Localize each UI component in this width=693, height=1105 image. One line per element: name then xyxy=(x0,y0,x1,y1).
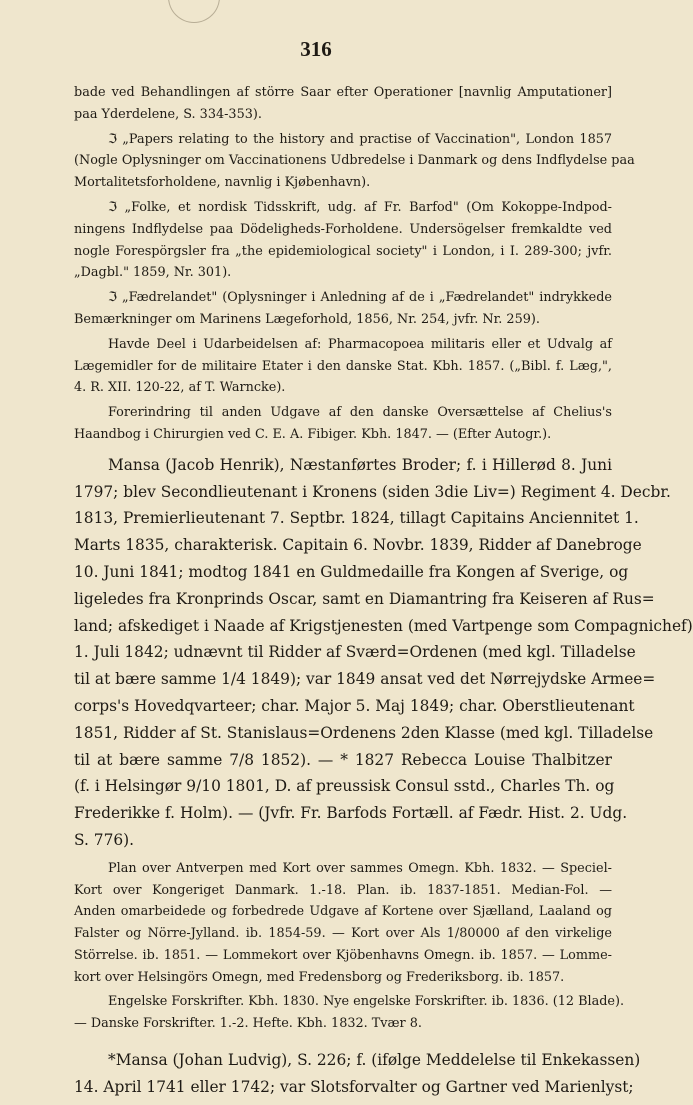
text-line: S. 776). xyxy=(74,830,135,849)
binding-mark xyxy=(168,0,220,23)
text-line: nogle Forespörgsler fra „the epidemiological society" i London, i I. 289-300; jvfr. xyxy=(74,243,612,259)
text-line: Lægemidler for de militaire Etater i den danske Stat. Kbh. 1857. („Bibl. f. Læg,", xyxy=(74,358,612,374)
text-line: (f. i Helsingør 9/10 1801, D. af preussisk Consul sstd., Charles Th. og xyxy=(74,777,615,796)
text-line: ningens Indflydelse paa Dödeligheds-Forholdene. Undersögelser fremkaldte ved xyxy=(74,221,612,237)
page-body xyxy=(74,82,693,1105)
text-line: Engelske Forskrifter. Kbh. 1830. Nye engelske Forskrifter. ib. 1836. (12 Blade). xyxy=(108,994,625,1010)
text-line: til at bære samme 7/8 1852). — * 1827 Rebecca Louise Thalbitzer xyxy=(74,750,612,769)
text-line: Anden omarbeidede og forbedrede Udgave af Kortene over Sjælland, Laaland og xyxy=(74,904,612,920)
text-line: ℑ „Fædrelandet" (Oplysninger i Anledning af de i „Fædrelandet" indrykkede xyxy=(108,290,612,306)
text-line: Störrelse. ib. 1851. — Lommekort over Kjöbenhavns Omegn. ib. 1857. — Lomme- xyxy=(74,947,612,963)
text-line: Bemærkninger om Marinens Lægeforhold, 1856, Nr. 254, jvfr. Nr. 259). xyxy=(74,311,540,327)
text-line: Plan over Antverpen med Kort over sammes Omegn. Kbh. 1832. — Speciel- xyxy=(108,860,612,876)
text-line: 1813, Premierlieutenant 7. Septbr. 1824, tillagt Capitains Anciennitet 1. xyxy=(74,509,639,528)
text-line: 1851, Ridder af St. Stanislaus=Ordenens 2den Klasse (med kgl. Tilladelse xyxy=(74,723,654,742)
text-line: — Danske Forskrifter. 1.-2. Hefte. Kbh. 1832. Tvær 8. xyxy=(74,1016,422,1032)
text-line: corps's Hovedqvarteer; char. Major 5. Maj 1849; char. Oberstlieutenant xyxy=(74,696,635,715)
text-line: Haandbog i Chirurgien ved C. E. A. Fibiger. Kbh. 1847. — (Efter Autogr.). xyxy=(74,426,552,442)
text-line: Marts 1835, charakterisk. Capitain 6. Novbr. 1839, Ridder af Danebroge xyxy=(74,536,642,555)
text-line: ligeledes fra Kronprinds Oscar, samt en Diamantring fra Keiseren af Rus= xyxy=(74,589,655,608)
page-number: 316 xyxy=(300,37,332,61)
text-line: 4. R. XII. 120-22, af T. Warncke). xyxy=(74,380,286,396)
text-line: Kort over Kongeriget Danmark. 1.-18. Plan. ib. 1837-1851. Median-Fol. — xyxy=(74,882,612,898)
text-line: „Dagbl." 1859, Nr. 301). xyxy=(74,265,232,281)
text-line: Frederikke f. Holm). — (Jvfr. Fr. Barfods Fortæll. af Fædr. Hist. 2. Udg. xyxy=(74,804,628,823)
text-line: kort over Helsingörs Omegn, med Fredensborg og Frederiksborg. ib. 1857. xyxy=(74,969,565,985)
text-line: bade ved Behandlingen af större Saar efter Operationer [navnlig Amputationer] xyxy=(74,85,612,100)
text-line: Mansa (Jacob Henrik), Næstanførtes Broder; f. i Hillerød 8. Juni xyxy=(108,455,612,474)
paragraph-behandlingen xyxy=(74,82,612,126)
text-line: Forerindring til anden Udgave af den danske Oversættelse af Chelius's xyxy=(108,405,612,421)
paragraph-mansa-jacob xyxy=(74,452,693,854)
text-line: Mortalitetsforholdene, navnlig i Kjøbenhavn). xyxy=(74,175,371,191)
paragraph-pharmacopoea xyxy=(74,334,612,399)
paragraph-forerindring xyxy=(74,402,612,446)
text-line: 1797; blev Secondlieutenant i Kronens (siden 3die Liv=) Regiment 4. Decbr. xyxy=(74,482,671,501)
text-line: *Mansa (Johan Ludvig), S. 226; f. (ifølge Meddelelse til Enkekassen) xyxy=(108,1051,641,1070)
text-line: til at bære samme 1/4 1849); var 1849 ansat ved det Nørrejydske Armee= xyxy=(74,670,656,689)
paragraph-papers xyxy=(74,129,635,194)
text-line: 14. April 1741 eller 1742; var Slotsforvalter og Gartner ved Marienlyst; xyxy=(74,1077,634,1096)
paragraph-plan-antverpen xyxy=(74,858,612,989)
paragraph-forskrifter xyxy=(74,991,625,1035)
text-line: paa Yderdelene, S. 334-353). xyxy=(74,106,262,122)
text-line: (Nogle Oplysninger om Vaccinationens Udbredelse i Danmark og dens Indflydelse paa xyxy=(74,153,635,169)
paragraph-mansa-johan xyxy=(74,1047,641,1101)
paragraph-faedrelandet xyxy=(74,287,612,331)
text-line: Havde Deel i Udarbeidelsen af: Pharmacopoea militaris eller et Udvalg af xyxy=(108,336,612,352)
text-line: 1. Juli 1842; udnævnt til Ridder af Sværd=Ordenen (med kgl. Tilladelse xyxy=(74,643,636,662)
text-line: ℑ „Folke, et nordisk Tidsskrift, udg. af Fr. Barfod" (Om Kokoppe-Indpod- xyxy=(108,199,612,215)
text-line: Falster og Nörre-Jylland. ib. 1854-59. — Kort over Als 1/80000 af den virkelige xyxy=(74,926,612,942)
text-line: land; afskediget i Naade af Krigstjenesten (med Vartpenge som Compagnichef) xyxy=(74,616,693,635)
text-line: ℑ „Papers relating to the history and practise of Vaccination", London 1857 xyxy=(108,131,612,147)
paragraph-folke xyxy=(74,197,612,284)
text-line: 10. Juni 1841; modtog 1841 en Guldmedaille fra Kongen af Sverige, og xyxy=(74,562,629,581)
